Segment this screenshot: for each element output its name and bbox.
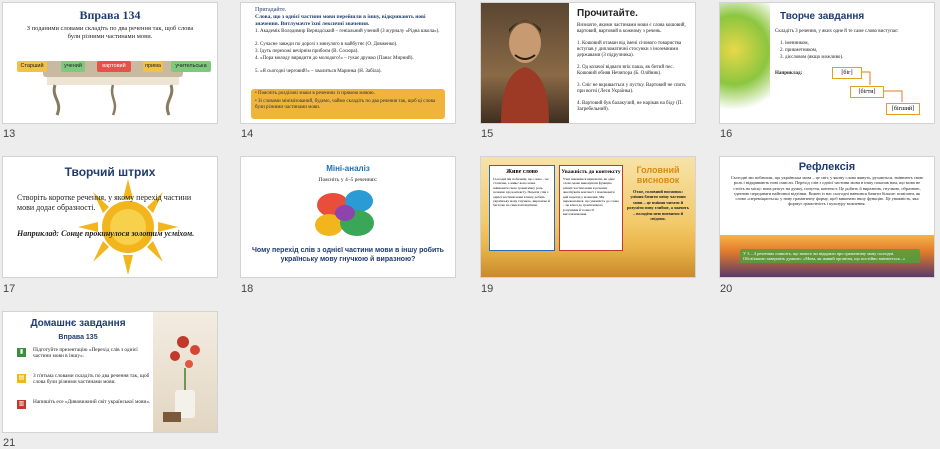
slide-number: 13 <box>3 128 16 140</box>
slide-title: Вправа 134 <box>79 8 141 22</box>
task-text: Визначте, якими частинами мови є слова кошовий, вартовий, вартовий в кожному з речень. <box>577 23 686 34</box>
slide-thumbnail-13[interactable] <box>3 3 217 123</box>
slide-thumbnail-15[interactable] <box>481 3 695 123</box>
example-sentence: 4. Вартовий був балакучий, не нарікав на біду (П. Загребельний). <box>577 101 683 112</box>
reflection-text: Сьогодні ми побачили, що українська мова – це світ, у якому слова живуть, рухаються, змінюють свою роль і відкривають нові смисли. Перехід слів з однієї частини мови в іншу показав нам, що мова не стоїть на місці: вона реагує на думку, почуття, контекст. Це робить її виразною, гнучкою, образною, здатною передавати найтонші відтінки. Кожен із нас сьогодні навчився бачити більше: помічати, як слово «переміщається» у нову граматичну форму, щоб виконати іншу функцію. Це уважність, яка формує грамотність і культуру мовлення. <box>730 175 924 207</box>
example-label: Наприклад: <box>775 71 803 76</box>
conclusion-title: Головний висновок <box>636 165 680 185</box>
slide-title: Творчий штрих <box>64 165 156 179</box>
slide-title: Прочитайте. <box>577 8 638 19</box>
example-sentence: 3. Сніг не вкривається у пустку. Вартовий не спить при вогні (Леся Українка). <box>577 83 686 94</box>
slide-subtitle: Вправа 135 <box>58 334 98 341</box>
slide-number: 18 <box>241 283 254 295</box>
info-card <box>489 165 555 251</box>
homework-item: З п'ятьма словами складіть по два речення так, щоб слова були різними частинами мови. <box>33 373 150 386</box>
conclusion-text: Отже, головний висновок: уміння бачити зміну частини мови – це вміння читати й розуміти мову глибше, а значить – володіти нею впевнено й свідомо. <box>627 189 689 222</box>
example-sentence: 1. Кошовий отаман від імені січового товариства вступав у дипломатичні стосунки з іноземними державами (З підручника). <box>577 41 682 58</box>
cossack-portrait-image <box>481 3 569 123</box>
slide-title: Рефлексія <box>798 161 856 173</box>
list-item: 3. дієсловом (якщо можливо). <box>780 55 844 60</box>
presentation-icon: ▮ <box>17 348 26 357</box>
card-text: Учні навчилися визначати, як одне слово може виконувати функцію різних частин мови в реченні, аналізувати контекст і пояснювати цей перехід у мовленні. Ми переконалися, що уважність до слова – це ключ до граматичного розуміння й точності висловлювання. <box>563 177 619 217</box>
word-box: [бігший] <box>886 103 920 115</box>
slide-title: Міні-аналіз <box>326 164 370 173</box>
homework-item: Підготуйте презентацію «Перехід слів з однієї частини мови в іншу». <box>33 347 138 360</box>
card-title: Живе слово <box>506 169 538 175</box>
slide-thumbnail-18[interactable] <box>241 157 455 277</box>
list-item: 2. прикметником, <box>780 48 818 53</box>
slide-title: Домашнє завдання <box>30 318 126 329</box>
question-text: Чому перехід слів з однієї частини мови в іншу робить українську мову гнучкою й виразною? <box>252 247 444 263</box>
book-icon: ▥ <box>18 401 25 407</box>
slide-thumbnail-16[interactable] <box>720 3 934 123</box>
slide-subtitle: З поданими словами складіть по два речення так, щоб слова були різними частинами мови. <box>26 25 194 40</box>
word-chip[interactable]: учений <box>61 61 85 72</box>
example-sentence: 1. Академік Володимир Вернадський – геніальний учений (З журналу «Рідна школа»). <box>255 29 440 34</box>
slide-thumbnail-14[interactable] <box>241 3 455 123</box>
example-sentence: 4. «Пора молоду вирядити до молодого!» – гукає дружко (Панас Мирний). <box>255 56 414 61</box>
card-text: Сьогодні ми побачили, що слово – не статичне, а живе: воно може змінювати свою граматичну роль залежно від контексту. Перехід слів з однієї частини мови в іншу робить українську мову гнучкою, виразною й багатою на смислові відтінки. <box>493 177 550 208</box>
note-item: • Зі словами мінімізований, будемо, чаймо складіть по два речення так, щоб ці слова були різними частинами мови. <box>255 99 435 110</box>
flowers-image <box>153 312 217 432</box>
word-chip[interactable]: прима <box>143 61 163 72</box>
slide-number: 20 <box>720 283 733 295</box>
slide-subtitle: Поясніть у 4–5 реченнях: <box>318 177 378 183</box>
example-text: Наприклад: Сонце прокинулося золотим усміхом. <box>17 229 195 238</box>
list-item: 1. іменником, <box>780 41 809 46</box>
example-sentence: 3. Ідуть перехожі вечірнім прибоєм (В. Сосюра). <box>255 49 359 54</box>
arrow-connectors <box>720 3 934 123</box>
word-box: [бігти] <box>850 86 884 98</box>
word-chip[interactable]: учительська <box>171 61 211 72</box>
homework-item: Напишіть есе «Дивовижний світ української мови». <box>33 399 151 405</box>
slide-heading: Пригадайте. <box>255 7 287 13</box>
task-text: Складіть 3 речення, у яких одне й те саме слово виступає: <box>775 29 899 34</box>
speech-bubbles-illustration <box>313 187 383 242</box>
word-chip[interactable]: Старший <box>17 61 47 72</box>
slide-thumbnail-21[interactable] <box>3 312 217 432</box>
slide-title: Творче завдання <box>780 11 865 22</box>
note-item: • Поясніть розділові знаки в реченнях із прямою мовою. <box>255 91 375 96</box>
info-card <box>559 165 623 251</box>
footer-task: У 3 – 4 реченнях опишіть, що нового ви відкрили про граматичну мову сьогодні. Обов'язково завершіть думкою: «Мова, як живий організм, що постійно змінюється...» <box>740 249 920 263</box>
slide-thumbnail-20[interactable] <box>720 157 934 277</box>
slide-thumbnail-17[interactable] <box>3 157 217 277</box>
notes-box <box>251 89 445 119</box>
example-sentence: 2. Од козачої відваги втік паша, як битий пес. Кошовий обняв Нечипора (Б. Олійник). <box>577 65 674 76</box>
slide-number: 21 <box>3 437 16 449</box>
task-text: Створіть коротке речення, у якому перехід частини мови додає образності. <box>17 193 192 212</box>
slide-lead: Слова, що з однієї частини мови перейшли в іншу, відкривають нові значення. Витлумачте їхні лексичні значення. <box>255 14 426 27</box>
word-chip[interactable]: вартовий <box>97 61 131 72</box>
card-title: Уважність до контексту <box>561 169 621 175</box>
slide-number: 16 <box>720 128 733 140</box>
slide-thumbnail-19[interactable] <box>481 157 695 277</box>
word-box: [біг] <box>832 67 862 79</box>
slide-number: 15 <box>481 128 494 140</box>
example-sentence: 2. Сучасне завжди по дорозі з минулого в майбутнє (О. Довженко). <box>255 42 398 47</box>
sun-illustration <box>73 177 183 277</box>
example-sentence: 5. «Я сьогодні черговий!» – хвалиться Маринка (Н. Забіла). <box>255 69 382 74</box>
slide-number: 14 <box>241 128 254 140</box>
document-icon: ▤ <box>18 375 25 381</box>
slide-number: 17 <box>3 283 16 295</box>
slide-number: 19 <box>481 283 494 295</box>
